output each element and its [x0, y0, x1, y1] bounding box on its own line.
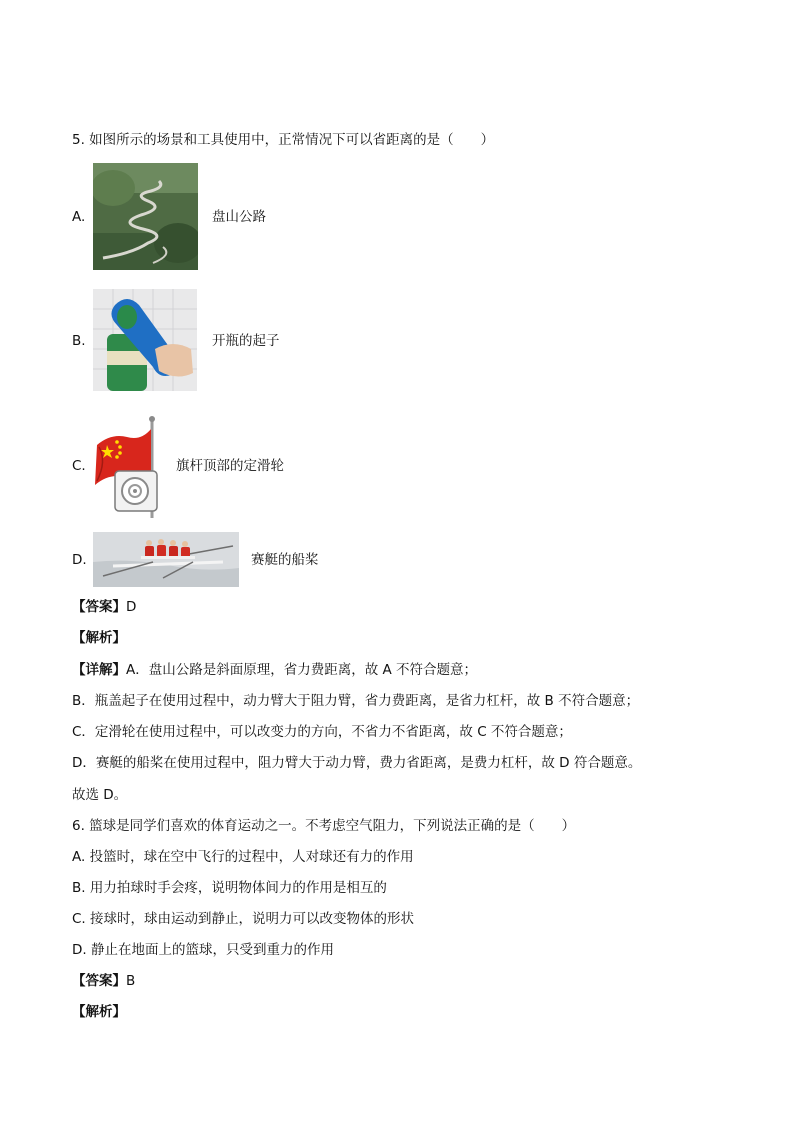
option-a-letter: A. [72, 209, 86, 225]
option-b-letter: B. [72, 333, 86, 349]
answer-value: D [126, 599, 137, 615]
analysis-label-q6: 【解析】 [72, 1004, 126, 1020]
answer-label: 【答案】 [72, 599, 126, 615]
answer-line-q5 [72, 597, 136, 617]
detail-line-c: C．定滑轮在使用过程中，可以改变力的方向，不省力不省距离，故 C 不符合题意； [72, 724, 572, 740]
option-d-letter: D. [72, 552, 87, 568]
bottle-opener-photo [93, 289, 197, 391]
option-a-text: 盘山公路 [212, 209, 266, 225]
analysis-label-q5: 【解析】 [72, 630, 126, 646]
conclusion-line: 故选 D。 [72, 787, 128, 803]
q6-option-a: A. 投篮时，球在空中飞行的过程中，人对球还有力的作用 [72, 849, 414, 865]
q6-option-d: D. 静止在地面上的篮球，只受到重力的作用 [72, 942, 334, 958]
q6-option-b: B. 用力拍球时手会疼，说明物体间力的作用是相互的 [72, 880, 387, 896]
detail-line-b: B．瓶盖起子在使用过程中，动力臂大于阻力臂，省力费距离，是省力杠杆，故 B 不符合题意； [72, 693, 640, 709]
answer-line-q6 [72, 971, 135, 991]
option-d-text: 赛艇的船桨 [251, 552, 319, 568]
detail-line-d: D．赛艇的船桨在使用过程中，阻力臂大于动力臂，费力省距离，是费力杠杆，故 D 符合题意。 [72, 755, 642, 771]
rowing-boat-photo [93, 532, 239, 587]
detail-label: 【详解】 [72, 662, 126, 678]
option-c-letter: C. [72, 458, 86, 474]
detail-text-a: A．盘山公路是斜面原理，省力费距离，故 A 不符合题意； [126, 662, 478, 678]
question-6-stem: 6. 篮球是同学们喜欢的体育运动之一。不考虑空气阻力，下列说法正确的是（ ） [72, 818, 576, 834]
detail-line-a [72, 660, 477, 680]
answer-label: 【答案】 [72, 973, 126, 989]
q6-option-c: C. 接球时，球由运动到静止，说明力可以改变物体的形状 [72, 911, 415, 927]
mountain-road-photo [93, 163, 198, 270]
option-c-text: 旗杆顶部的定滑轮 [176, 458, 284, 474]
question-5-stem: 5. 如图所示的场景和工具使用中，正常情况下可以省距离的是（ ） [72, 132, 495, 148]
answer-value: B [126, 973, 136, 989]
option-b-text: 开瓶的起子 [212, 333, 280, 349]
flagpole-pulley-photo [93, 415, 165, 520]
